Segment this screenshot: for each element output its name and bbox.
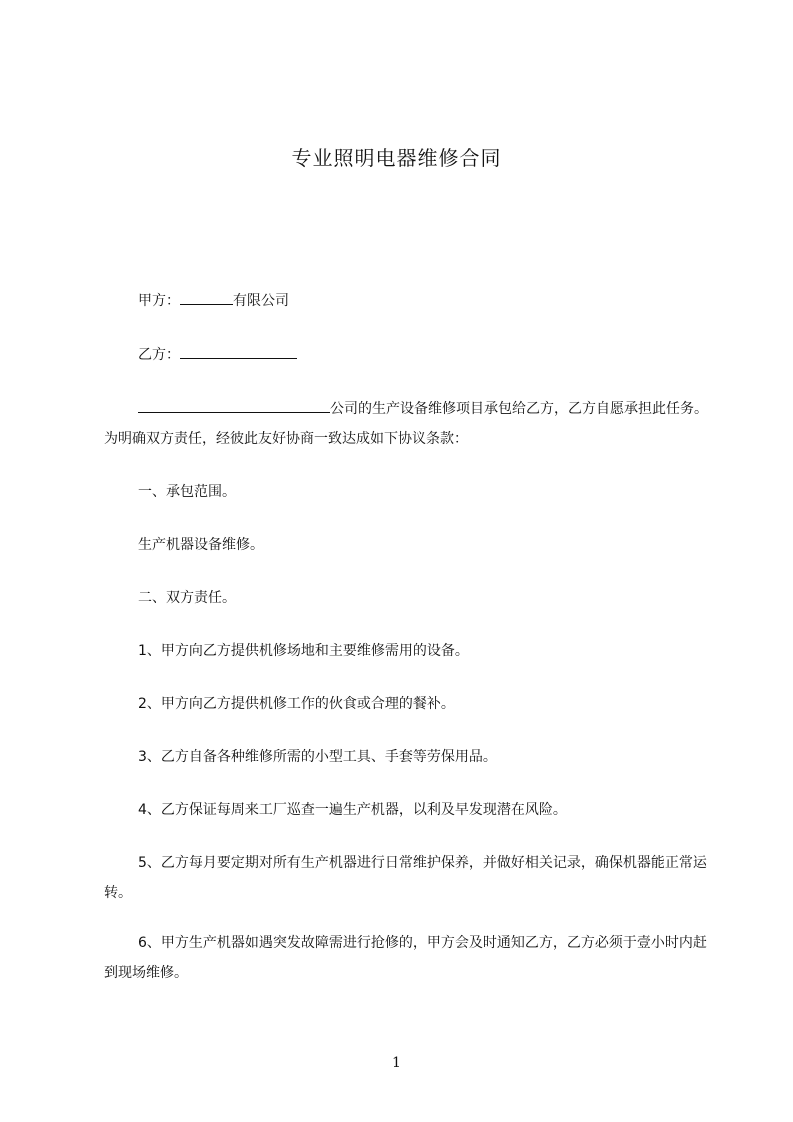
intro-text: 公司的生产设备维修项目承包给乙方，乙方自愿承担此任务。为明确双方责任，经彼此友好协商一致达成如下协议条款： xyxy=(104,401,708,447)
section-2-heading: 二、双方责任。 xyxy=(138,590,236,606)
clause-6: 6、甲方生产机器如遇突发故障需进行抢修的，甲方会及时通知乙方，乙方必须于壹小时内赶到现场维修。 xyxy=(104,935,707,981)
page-number: 1 xyxy=(392,1055,401,1071)
party-a-suffix: 有限公司 xyxy=(233,293,289,309)
party-b-blank xyxy=(180,344,297,359)
company-blank xyxy=(138,398,330,413)
clause-5: 5、乙方每月要定期对所有生产机器进行日常维护保养，并做好相关记录，确保机器能正常运转。 xyxy=(104,855,707,901)
party-b-line xyxy=(138,340,297,370)
document-title: 专业照明电器维修合同 xyxy=(291,146,502,170)
party-a-blank xyxy=(180,290,233,305)
party-a-label: 甲方： xyxy=(138,293,180,309)
party-b-label: 乙方： xyxy=(138,347,180,363)
clause-3: 3、乙方自备各种维修所需的小型工具、手套等劳保用品。 xyxy=(138,749,497,765)
clause-1: 1、甲方向乙方提供机修场地和主要维修需用的设备。 xyxy=(138,643,469,659)
section-1-heading: 一、承包范围。 xyxy=(138,484,236,500)
clause-2: 2、甲方向乙方提供机修工作的伙食或合理的餐补。 xyxy=(138,696,455,712)
party-a-line xyxy=(138,286,289,316)
intro-paragraph xyxy=(104,394,710,454)
clause-4: 4、乙方保证每周来工厂巡查一遍生产机器，以利及早发现潜在风险。 xyxy=(138,802,567,818)
section-1-text: 生产机器设备维修。 xyxy=(138,537,264,553)
